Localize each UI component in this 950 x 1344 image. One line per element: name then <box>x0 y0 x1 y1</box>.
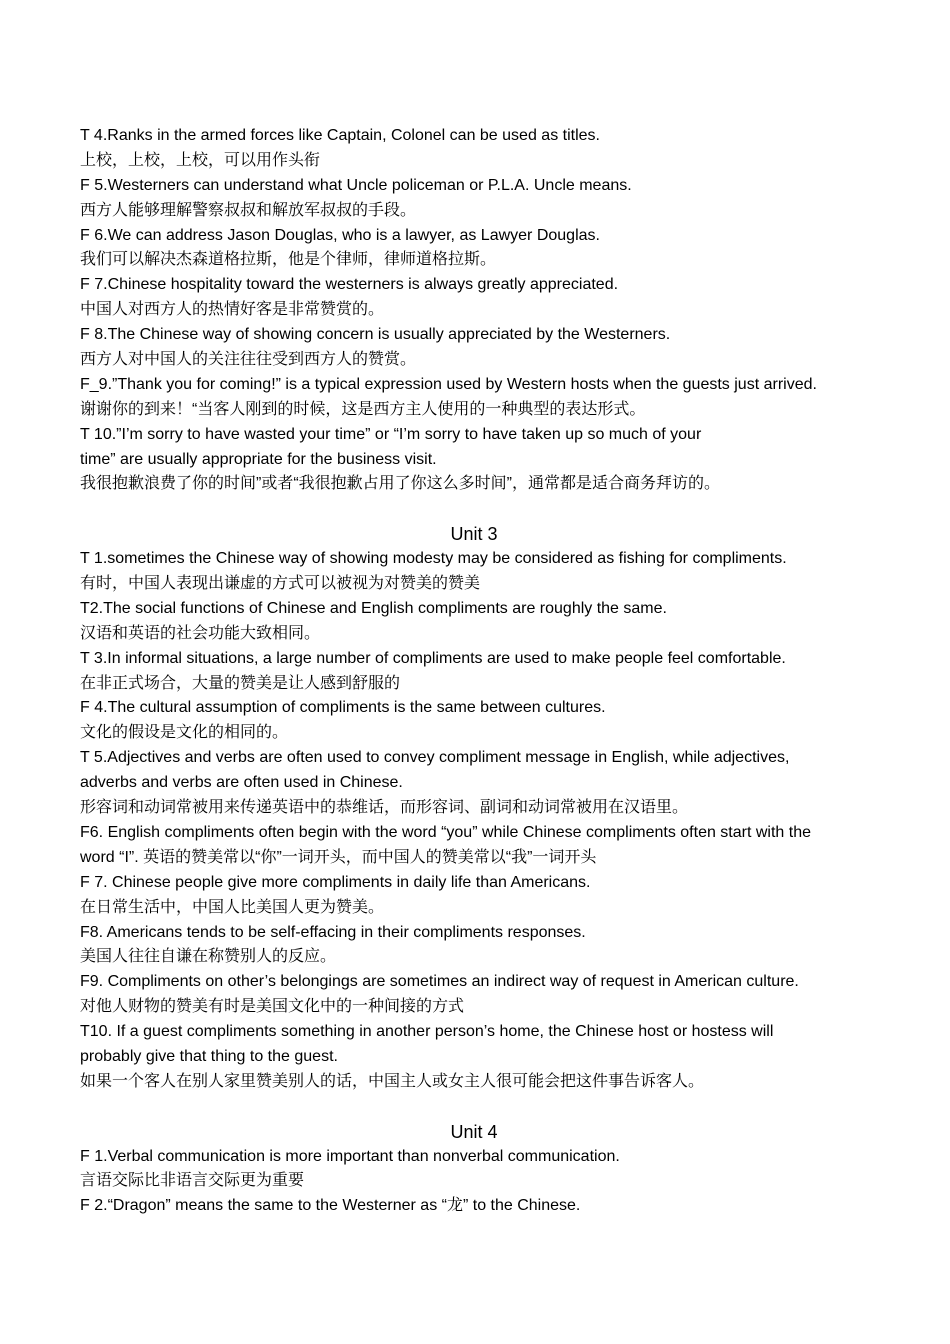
text-line: 言语交际比非语言交际更为重要 <box>80 1172 305 1190</box>
text-line: T2.The social functions of Chinese and English compliments are roughly the same. <box>80 599 667 617</box>
text-line: F8. Americans tends to be self-effacing in their compliments responses. <box>80 923 586 941</box>
section-heading: Unit 4 <box>450 1121 498 1142</box>
text-line: 有时，中国人表现出谦虚的方式可以被视为对赞美的赞美 <box>80 575 481 593</box>
text-line: 美国人往往自谦在称赞别人的反应。 <box>80 948 337 966</box>
text-line: T 4.Ranks in the armed forces like Captain, Colonel can be used as titles. <box>80 127 600 144</box>
text-line: probably give that thing to the guest. <box>80 1047 338 1065</box>
text-line: T 3.In informal situations, a large number of compliments are used to make people feel comfortable. <box>80 649 786 667</box>
text-line: F 7.Chinese hospitality toward the westerners is always greatly appreciated. <box>80 276 619 294</box>
text-line: T 1.sometimes the Chinese way of showing modesty may be considered as fishing for compliments. <box>80 550 787 568</box>
text-line: 我们可以解决杰森道格拉斯，他是个律师，律师道格拉斯。 <box>80 251 497 269</box>
text-line: 如果一个客人在别人家里赞美别人的话，中国主人或女主人很可能会把这件事告诉客人。 <box>80 1072 705 1090</box>
text-line: F6. English compliments often begin with the word “you” while Chinese compliments often start with the <box>80 823 812 841</box>
text-line: 在日常生活中，中国人比美国人更为赞美。 <box>80 898 385 916</box>
text-line: F9. Compliments on other’s belongings are sometimes an indirect way of request in American culture. <box>80 973 799 991</box>
text-line: F 4.The cultural assumption of compliments is the same between cultures. <box>80 699 606 717</box>
text-line: 形容词和动词常被用来传递英语中的恭维话，而形容词、副词和动词常被用在汉语里。 <box>80 799 689 817</box>
text-line: F_9.”Thank you for coming!” is a typical expression used by Western hosts when the guests just arrived. <box>80 375 817 393</box>
section-unit-2 <box>80 124 880 497</box>
text-line: 上校，上校，上校，可以用作头衔 <box>80 151 321 169</box>
text-line: F 7. Chinese people give more compliments in daily life than Americans. <box>80 873 591 891</box>
text-line: F 1.Verbal communication is more important than nonverbal communication. <box>80 1147 620 1165</box>
text-line: T10. If a guest compliments something in another person’s home, the Chinese host or hostess will <box>80 1023 774 1041</box>
text-line: F 2.“Dragon” means the same to the Westerner as “龙” to the Chinese. <box>80 1197 581 1215</box>
text-line: 西方人对中国人的关注往往受到西方人的赞赏。 <box>80 351 417 369</box>
text-line: word “I”. 英语的赞美常以“你”一词开头，而中国人的赞美常以“我”一词开头 <box>80 848 597 866</box>
text-line: T 10.”I’m sorry to have wasted your time” or “I’m sorry to have taken up so much of your <box>80 425 702 443</box>
text-line: 对他人财物的赞美有时是美国文化中的一种间接的方式 <box>80 998 465 1016</box>
text-line: time” are usually appropriate for the business visit. <box>80 450 437 468</box>
text-line: 文化的假设是文化的相同的。 <box>80 724 289 742</box>
text-line: F 5.Westerners can understand what Uncle policeman or P.L.A. Uncle means. <box>80 176 632 194</box>
text-line: F 8.The Chinese way of showing concern is usually appreciated by the Westerners. <box>80 326 671 344</box>
text-line: 我很抱歉浪费了你的时间”或者“我很抱歉占用了你这么多时间”，通常都是适合商务拜访的。 <box>80 475 720 493</box>
text-line: 西方人能够理解警察叔叔和解放军叔叔的手段。 <box>80 201 417 219</box>
section-heading: Unit 3 <box>450 524 498 545</box>
text-line: adverbs and verbs are often used in Chinese. <box>80 774 403 792</box>
text-line: T 5.Adjectives and verbs are often used to convey compliment message in English, while adjectives, <box>80 749 790 767</box>
text-line: 汉语和英语的社会功能大致相同。 <box>80 624 321 642</box>
text-line: 谢谢你的到来！“当客人刚到的时候，这是西方主人使用的一种典型的表达形式。 <box>80 400 646 418</box>
text-line: 在非正式场合，大量的赞美是让人感到舒服的 <box>80 674 401 692</box>
section-unit-3 <box>80 522 880 1094</box>
text-line: 中国人对西方人的热情好客是非常赞赏的。 <box>80 301 385 319</box>
section-unit-4 <box>80 1120 880 1220</box>
document-page <box>80 124 880 1219</box>
text-line: F 6.We can address Jason Douglas, who is a lawyer, as Lawyer Douglas. <box>80 226 600 244</box>
